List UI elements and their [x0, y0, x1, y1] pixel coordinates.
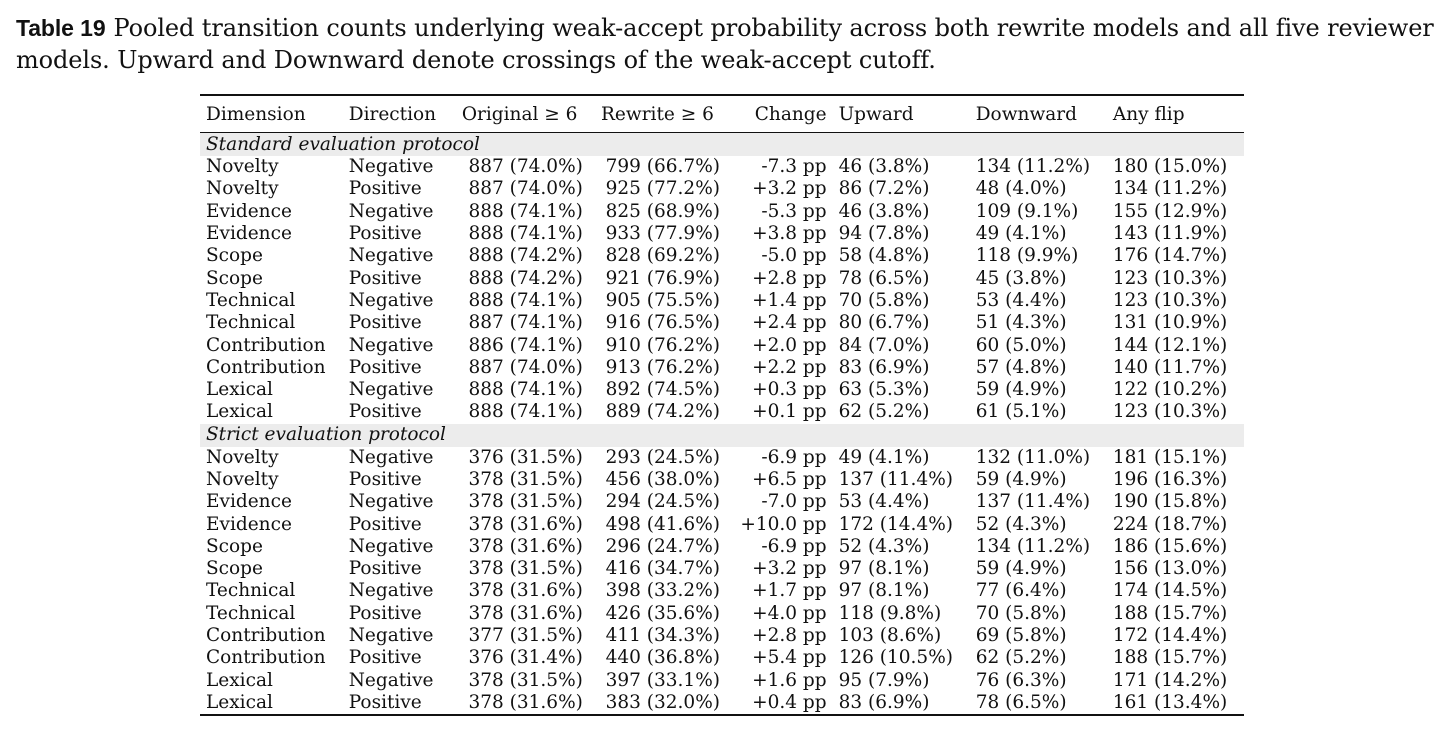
- header-direction: Direction: [348, 103, 437, 125]
- cell-any-flip: 156 (13.0%): [1112, 558, 1228, 580]
- cell-change: +4.0 pp: [752, 602, 827, 624]
- cell-original: 887 (74.0%): [468, 178, 583, 200]
- cell-downward: 62 (5.2%): [975, 647, 1067, 669]
- cell-change: +3.8 pp: [752, 223, 827, 245]
- table-row: [200, 245, 1244, 267]
- cell-upward: 62 (5.2%): [838, 401, 930, 423]
- cell-dimension: Technical: [206, 312, 296, 334]
- cell-upward: 80 (6.7%): [838, 312, 930, 334]
- header-any-flip: Any flip: [1112, 103, 1185, 125]
- cell-direction: Negative: [348, 379, 434, 401]
- cell-change: -6.9 pp: [761, 446, 827, 468]
- cell-any-flip: 224 (18.7%): [1112, 513, 1228, 535]
- cell-change: -5.0 pp: [761, 245, 827, 267]
- cell-rewrite: 416 (34.7%): [605, 558, 720, 580]
- table-row: [200, 334, 1244, 356]
- cell-upward: 46 (3.8%): [838, 200, 930, 222]
- cell-rewrite: 440 (36.8%): [605, 647, 720, 669]
- cell-any-flip: 143 (11.9%): [1112, 223, 1228, 245]
- cell-original: 887 (74.0%): [468, 356, 583, 378]
- cell-dimension: Contribution: [206, 334, 326, 356]
- cell-dimension: Technical: [206, 580, 296, 602]
- table-row: [200, 267, 1244, 289]
- cell-rewrite: 498 (41.6%): [605, 513, 720, 535]
- cell-downward: 59 (4.9%): [975, 558, 1067, 580]
- table-row: [200, 625, 1244, 647]
- cell-rewrite: 916 (76.5%): [605, 312, 720, 334]
- cell-change: +3.2 pp: [752, 558, 827, 580]
- cell-downward: 134 (11.2%): [975, 535, 1091, 557]
- cell-original: 888 (74.1%): [468, 401, 583, 423]
- cell-dimension: Technical: [206, 602, 296, 624]
- cell-rewrite: 889 (74.2%): [605, 401, 720, 423]
- cell-original: 888 (74.2%): [468, 267, 583, 289]
- table-row: [200, 201, 1244, 223]
- cell-original: 378 (31.6%): [468, 691, 583, 713]
- cell-downward: 70 (5.8%): [975, 602, 1067, 624]
- table-row: [200, 156, 1244, 178]
- cell-upward: 95 (7.9%): [838, 669, 930, 691]
- cell-rewrite: 456 (38.0%): [605, 469, 720, 490]
- cell-any-flip: 123 (10.3%): [1112, 401, 1228, 423]
- cell-original: 378 (31.6%): [468, 602, 583, 624]
- cell-direction: Positive: [348, 401, 422, 423]
- cell-direction: Positive: [348, 513, 422, 535]
- cell-any-flip: 181 (15.1%): [1112, 446, 1228, 468]
- cell-any-flip: 155 (12.9%): [1112, 200, 1228, 222]
- cell-dimension: Evidence: [206, 491, 292, 513]
- cell-change: +2.8 pp: [752, 267, 827, 289]
- cell-change: +0.3 pp: [752, 379, 827, 401]
- cell-rewrite: 426 (35.6%): [605, 602, 720, 624]
- header-change: Change: [754, 103, 827, 125]
- cell-upward: 58 (4.8%): [838, 245, 930, 267]
- table-caption: [16, 12, 1436, 76]
- table-row: [200, 223, 1244, 245]
- cell-direction: Negative: [348, 156, 434, 178]
- cell-dimension: Technical: [206, 289, 296, 311]
- table-row: [200, 603, 1244, 625]
- cell-original: 378 (31.5%): [468, 558, 583, 580]
- cell-any-flip: 174 (14.5%): [1112, 580, 1228, 602]
- cell-change: +6.5 pp: [752, 469, 827, 490]
- header-dimension: Dimension: [206, 103, 306, 125]
- cell-dimension: Lexical: [206, 401, 273, 423]
- group-header-row: [200, 424, 1244, 447]
- cell-original: 378 (31.5%): [468, 669, 583, 691]
- table-row: [200, 178, 1244, 200]
- cell-change: +1.4 pp: [752, 289, 827, 311]
- table-row: [200, 312, 1244, 334]
- cell-any-flip: 131 (10.9%): [1112, 312, 1228, 334]
- table-row: [200, 670, 1244, 692]
- cell-downward: 134 (11.2%): [975, 156, 1091, 178]
- cell-change: -7.0 pp: [761, 491, 827, 513]
- cell-rewrite: 921 (76.9%): [605, 267, 720, 289]
- cell-original: 888 (74.1%): [468, 379, 583, 401]
- cell-direction: Negative: [348, 580, 434, 602]
- cell-direction: Positive: [348, 267, 422, 289]
- cell-upward: 118 (9.8%): [838, 602, 942, 624]
- table-row: [200, 357, 1244, 379]
- header-rewrite: Rewrite ≥ 6: [600, 103, 714, 125]
- caption-label: Table 19: [16, 15, 106, 41]
- cell-any-flip: 188 (15.7%): [1112, 602, 1228, 624]
- cell-direction: Negative: [348, 625, 434, 647]
- cell-upward: 46 (3.8%): [838, 156, 930, 178]
- cell-original: 888 (74.1%): [468, 200, 583, 222]
- cell-change: +2.8 pp: [752, 625, 827, 647]
- cell-dimension: Contribution: [206, 625, 326, 647]
- table-row: [200, 401, 1244, 423]
- cell-rewrite: 398 (33.2%): [605, 580, 720, 602]
- cell-upward: 83 (6.9%): [838, 691, 930, 713]
- cell-change: +1.6 pp: [752, 669, 827, 691]
- cell-dimension: Lexical: [206, 379, 273, 401]
- cell-downward: 137 (11.4%): [975, 491, 1091, 513]
- cell-dimension: Scope: [206, 245, 263, 267]
- cell-direction: Positive: [348, 312, 422, 334]
- cell-change: +2.0 pp: [752, 334, 827, 356]
- cell-rewrite: 905 (75.5%): [605, 289, 720, 311]
- cell-rewrite: 913 (76.2%): [605, 356, 720, 378]
- cell-downward: 53 (4.4%): [975, 289, 1067, 311]
- cell-original: 376 (31.4%): [468, 647, 583, 669]
- cell-any-flip: 122 (10.2%): [1112, 379, 1228, 401]
- cell-downward: 69 (5.8%): [975, 625, 1067, 647]
- cell-any-flip: 176 (14.7%): [1112, 245, 1228, 267]
- cell-upward: 137 (11.4%): [838, 469, 953, 490]
- results-table: [200, 94, 1244, 716]
- cell-rewrite: 828 (69.2%): [605, 245, 720, 267]
- cell-downward: 45 (3.8%): [975, 267, 1067, 289]
- cell-direction: Negative: [348, 334, 434, 356]
- cell-change: +2.4 pp: [752, 312, 827, 334]
- cell-any-flip: 134 (11.2%): [1112, 178, 1228, 200]
- caption-text: Pooled transition counts underlying weak-accept probability across both rewrite models and all five reviewer models. Upward and Downward denote crossings of the weak-accept cutoff.: [16, 14, 1434, 74]
- table-row: [200, 513, 1244, 535]
- cell-original: 378 (31.6%): [468, 513, 583, 535]
- cell-change: +0.1 pp: [752, 401, 827, 423]
- cell-direction: Positive: [348, 356, 422, 378]
- cell-original: 376 (31.5%): [468, 446, 583, 468]
- cell-direction: Positive: [348, 602, 422, 624]
- cell-change: +10.0 pp: [740, 513, 827, 535]
- table-row: [200, 580, 1244, 602]
- group-title: Strict evaluation protocol: [200, 424, 1244, 447]
- group-title: Standard evaluation protocol: [200, 133, 1244, 157]
- cell-original: 886 (74.1%): [468, 334, 583, 356]
- cell-upward: 49 (4.1%): [838, 446, 930, 468]
- cell-original: 378 (31.5%): [468, 491, 583, 513]
- cell-upward: 97 (8.1%): [838, 580, 930, 602]
- cell-upward: 53 (4.4%): [838, 491, 930, 513]
- cell-upward: 126 (10.5%): [838, 647, 953, 669]
- cell-rewrite: 411 (34.3%): [605, 625, 720, 647]
- cell-rewrite: 925 (77.2%): [605, 178, 720, 200]
- table-row: [200, 379, 1244, 401]
- table-row: [200, 692, 1244, 715]
- cell-original: 887 (74.1%): [468, 312, 583, 334]
- cell-rewrite: 799 (66.7%): [605, 156, 720, 178]
- cell-original: 888 (74.2%): [468, 245, 583, 267]
- cell-dimension: Scope: [206, 535, 263, 557]
- group-header-row: [200, 133, 1244, 157]
- cell-dimension: Contribution: [206, 356, 326, 378]
- cell-dimension: Novelty: [206, 469, 279, 490]
- cell-change: +3.2 pp: [752, 178, 827, 200]
- cell-any-flip: 196 (16.3%): [1112, 469, 1228, 490]
- cell-dimension: Contribution: [206, 647, 326, 669]
- table-row: [200, 469, 1244, 491]
- cell-original: 887 (74.0%): [468, 156, 583, 178]
- cell-rewrite: 397 (33.1%): [605, 669, 720, 691]
- cell-original: 377 (31.5%): [468, 625, 583, 647]
- cell-dimension: Novelty: [206, 446, 279, 468]
- cell-upward: 52 (4.3%): [838, 535, 930, 557]
- cell-change: +2.2 pp: [752, 356, 827, 378]
- cell-any-flip: 161 (13.4%): [1112, 691, 1228, 713]
- header-original: Original ≥ 6: [461, 103, 578, 125]
- cell-any-flip: 186 (15.6%): [1112, 535, 1228, 557]
- cell-rewrite: 825 (68.9%): [605, 200, 720, 222]
- cell-dimension: Lexical: [206, 669, 273, 691]
- cell-dimension: Evidence: [206, 513, 292, 535]
- table-row: [200, 491, 1244, 513]
- cell-rewrite: 293 (24.5%): [605, 446, 720, 468]
- cell-direction: Positive: [348, 178, 422, 200]
- cell-original: 378 (31.6%): [468, 580, 583, 602]
- cell-upward: 97 (8.1%): [838, 558, 930, 580]
- cell-dimension: Lexical: [206, 691, 273, 713]
- cell-upward: 78 (6.5%): [838, 267, 930, 289]
- cell-any-flip: 144 (12.1%): [1112, 334, 1228, 356]
- cell-original: 888 (74.1%): [468, 289, 583, 311]
- cell-direction: Negative: [348, 491, 434, 513]
- cell-dimension: Novelty: [206, 178, 279, 200]
- cell-downward: 60 (5.0%): [975, 334, 1067, 356]
- header-upward: Upward: [838, 103, 914, 125]
- cell-rewrite: 910 (76.2%): [605, 334, 720, 356]
- cell-any-flip: 171 (14.2%): [1112, 669, 1228, 691]
- cell-direction: Positive: [348, 647, 422, 669]
- cell-dimension: Evidence: [206, 223, 292, 245]
- cell-rewrite: 383 (32.0%): [605, 691, 720, 713]
- header-downward: Downward: [975, 103, 1077, 125]
- cell-direction: Negative: [348, 446, 434, 468]
- cell-upward: 83 (6.9%): [838, 356, 930, 378]
- cell-upward: 63 (5.3%): [838, 379, 930, 401]
- cell-downward: 61 (5.1%): [975, 401, 1067, 423]
- cell-any-flip: 180 (15.0%): [1112, 156, 1228, 178]
- table-row: [200, 536, 1244, 558]
- cell-any-flip: 140 (11.7%): [1112, 356, 1228, 378]
- cell-any-flip: 188 (15.7%): [1112, 647, 1228, 669]
- cell-downward: 49 (4.1%): [975, 223, 1067, 245]
- results-table-container: [200, 94, 1244, 716]
- cell-dimension: Evidence: [206, 200, 292, 222]
- cell-upward: 86 (7.2%): [838, 178, 930, 200]
- cell-any-flip: 172 (14.4%): [1112, 625, 1228, 647]
- cell-change: +0.4 pp: [752, 691, 827, 713]
- cell-downward: 52 (4.3%): [975, 513, 1067, 535]
- cell-downward: 48 (4.0%): [975, 178, 1067, 200]
- cell-upward: 94 (7.8%): [838, 223, 930, 245]
- cell-change: +1.7 pp: [752, 580, 827, 602]
- cell-dimension: Scope: [206, 558, 263, 580]
- table-body: [200, 133, 1244, 716]
- table-row: [200, 447, 1244, 469]
- table-row: [200, 647, 1244, 669]
- cell-downward: 77 (6.4%): [975, 580, 1067, 602]
- cell-direction: Negative: [348, 669, 434, 691]
- cell-direction: Negative: [348, 245, 434, 267]
- cell-downward: 78 (6.5%): [975, 691, 1067, 713]
- cell-original: 888 (74.1%): [468, 223, 583, 245]
- cell-change: +5.4 pp: [752, 647, 827, 669]
- cell-downward: 109 (9.1%): [975, 200, 1079, 222]
- cell-rewrite: 296 (24.7%): [605, 535, 720, 557]
- cell-rewrite: 933 (77.9%): [605, 223, 720, 245]
- cell-downward: 59 (4.9%): [975, 379, 1067, 401]
- cell-downward: 57 (4.8%): [975, 356, 1067, 378]
- cell-direction: Negative: [348, 535, 434, 557]
- cell-direction: Positive: [348, 691, 422, 713]
- cell-upward: 172 (14.4%): [838, 513, 953, 535]
- cell-any-flip: 123 (10.3%): [1112, 289, 1228, 311]
- cell-any-flip: 123 (10.3%): [1112, 267, 1228, 289]
- cell-upward: 70 (5.8%): [838, 289, 930, 311]
- cell-downward: 76 (6.3%): [975, 669, 1067, 691]
- cell-any-flip: 190 (15.8%): [1112, 491, 1228, 513]
- cell-direction: Positive: [348, 469, 422, 490]
- cell-upward: 84 (7.0%): [838, 334, 930, 356]
- cell-original: 378 (31.6%): [468, 535, 583, 557]
- cell-dimension: Novelty: [206, 156, 279, 178]
- table-row: [200, 558, 1244, 580]
- cell-dimension: Scope: [206, 267, 263, 289]
- cell-original: 378 (31.5%): [468, 469, 583, 490]
- cell-downward: 118 (9.9%): [975, 245, 1079, 267]
- table-header-row: [200, 95, 1244, 133]
- cell-direction: Negative: [348, 200, 434, 222]
- cell-direction: Negative: [348, 289, 434, 311]
- cell-change: -5.3 pp: [761, 200, 827, 222]
- cell-change: -6.9 pp: [761, 535, 827, 557]
- table-row: [200, 290, 1244, 312]
- cell-change: -7.3 pp: [761, 156, 827, 178]
- cell-rewrite: 892 (74.5%): [605, 379, 720, 401]
- cell-direction: Positive: [348, 558, 422, 580]
- cell-downward: 51 (4.3%): [975, 312, 1067, 334]
- table-bottom-rule: [200, 715, 1244, 716]
- cell-direction: Positive: [348, 223, 422, 245]
- cell-downward: 59 (4.9%): [975, 469, 1067, 490]
- cell-downward: 132 (11.0%): [975, 446, 1091, 468]
- cell-rewrite: 294 (24.5%): [605, 491, 720, 513]
- cell-upward: 103 (8.6%): [838, 625, 942, 647]
